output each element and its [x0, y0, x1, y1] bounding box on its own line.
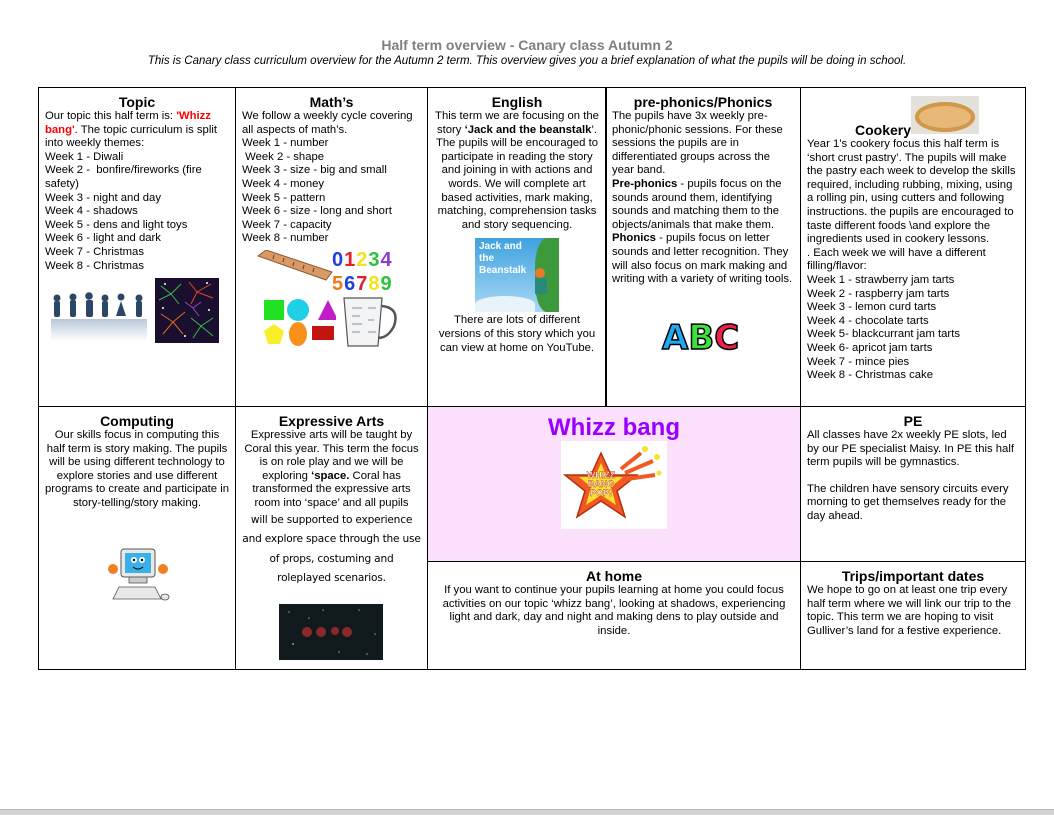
space-image [279, 604, 383, 660]
logo-text-pop: POP! [589, 488, 612, 498]
cookery-fillings-intro: . Each week we will have a different filling/flavor: [807, 246, 986, 273]
trips-text: We hope to go on at least one trip every half term where we will link our trip to the topic. This term we are hoping to visit Gulliver’s land for a festive experience. [807, 584, 1012, 637]
ruler-image [254, 250, 334, 286]
whizz-bang-cell [427, 406, 801, 562]
fireworks-image [155, 278, 219, 343]
maths-week-2: Week 2 - shape [242, 150, 325, 163]
whizz-bang-logo-image [561, 441, 667, 529]
cookery-week-1: Week 1 - strawberry jam tarts [807, 273, 955, 286]
trips-cell [800, 561, 1026, 670]
pre-phonics-label: Pre-phonics [612, 177, 678, 190]
cookery-week-3: Week 3 - lemon curd tarts [807, 301, 937, 314]
english-p1-text: This term we are focusing on the story [435, 110, 599, 136]
expressive-arts-comic-text: will be supported to experience and explore space through the use of props, costuming and roleplayed scenarios. [242, 513, 421, 585]
expressive-arts-intro: Expressive arts will be taught by Coral this year. This term the focus is on role play and we will be exploring [244, 429, 419, 482]
cookery-week-5: Week 5- blackcurrant jam tarts [807, 328, 960, 341]
topic-heading: Topic [118, 94, 156, 110]
digit-9: 9 [380, 273, 393, 295]
page-bottom-edge [0, 809, 1054, 815]
expressive-arts-heading: Expressive Arts [278, 413, 385, 429]
cookery-week-8: Week 8 - Christmas cake [807, 369, 933, 382]
maths-heading: Math’s [309, 94, 354, 110]
topic-week-5: Week 5 - dens and light toys [45, 218, 188, 231]
phonics-intro: The pupils have 3x weekly pre-phonic/phonic sessions. For these sessions the pupils are in differentiated groups across the year band. [612, 110, 783, 177]
topic-week-6: Week 6 - light and dark [45, 232, 161, 245]
maths-intro: We follow a weekly cycle covering all aspects of math’s. [242, 110, 413, 136]
letter-a: A [662, 318, 689, 358]
pe-cell [800, 406, 1026, 562]
english-p1-after: ’. The pupils will be encouraged to participate in reading the story and joining in with actions and words. We will complete art based activities, mark making, matching, comprehension tasks and story sequencing. [435, 123, 599, 231]
topic-week-3: Week 3 - night and day [45, 191, 161, 204]
maths-cell [235, 87, 428, 407]
page-subtitle: This is Canary class curriculum overview for the Autumn 2 term. This overview gives you a brief explanation of what the pupils will be doing in school. [147, 55, 907, 67]
english-paragraph-2: There are lots of different versions of this story which you can view at home on YouTube. [438, 314, 596, 354]
topic-name: 'Whizz bang' [45, 110, 211, 136]
at-home-text: If you want to continue your pupils learning at home you could focus activities on our topic ‘whizz bang’, looking at shadows, experiencing light and dark, day and night and making dens to play outside and inside. [442, 584, 786, 637]
maths-week-1: Week 1 - number [242, 137, 329, 150]
topic-week-2: Week 2 - bonfire/fireworks (fire safety) [45, 164, 205, 190]
expressive-arts-cell [235, 406, 428, 670]
topic-intro-text: Our topic this half term is: [45, 110, 177, 122]
cookery-week-4: Week 4 - chocolate tarts [807, 314, 929, 327]
digit-3: 3 [368, 249, 381, 271]
expressive-arts-text [242, 429, 421, 511]
letter-c: C [714, 318, 740, 358]
topic-intro [45, 110, 229, 151]
digits-row-1 [332, 248, 412, 272]
digits-row-2 [332, 272, 412, 296]
pe-paragraph-1: All classes have 2x weekly PE slots, led by our PE specialist Maisy. In PE this half term pupils will be gymnastics. [807, 429, 1014, 469]
pe-paragraph-2: The children have sensory circuits every morning to get themselves ready for the day ahead. [807, 482, 1009, 522]
at-home-heading: At home [586, 568, 642, 584]
cookery-week-7: Week 7 - mince pies [807, 355, 910, 368]
jack-beanstalk-book-image [475, 238, 559, 312]
digits-image [332, 248, 412, 296]
computing-cell [38, 406, 236, 670]
pe-heading: PE [903, 413, 923, 429]
topic-week-1: Week 1 - Diwali [45, 150, 124, 163]
maths-week-4: Week 4 - money [242, 177, 325, 190]
cookery-week-6: Week 6- apricot jam tarts [807, 341, 933, 354]
book-title: Jack and the Beanstalk [479, 241, 527, 277]
english-cell [427, 87, 607, 407]
computing-heading: Computing [100, 413, 174, 429]
computer-mascot-image [105, 545, 171, 605]
pre-phonics-paragraph [612, 178, 794, 232]
expressive-arts-after: Coral has transformed the expressive arts room into ‘space’ and all pupils [252, 469, 411, 509]
digit-7: 7 [356, 273, 369, 295]
logo-text-bang: BANG [587, 479, 615, 489]
digit-2: 2 [356, 249, 369, 271]
pastry-image [911, 96, 979, 134]
digit-4: 4 [380, 249, 393, 271]
topic-week-8: Week 8 - Christmas [45, 259, 144, 272]
maths-week-5: Week 5 - pattern [242, 191, 326, 204]
topic-week-4: Week 4 - shadows [45, 205, 138, 218]
computing-text: Our skills focus in computing this half term is story making. The pupils will be using different technology to explore stories and use different programs to create and participate in story-telling/story making. [45, 429, 229, 509]
maths-week-7: Week 7 - capacity [242, 218, 332, 231]
abc-letters-image [662, 320, 752, 356]
topic-week-7: Week 7 - Christmas [45, 245, 144, 258]
children-silhouette-image [49, 288, 153, 344]
digit-5: 5 [332, 273, 345, 295]
cookery-week-2: Week 2 - raspberry jam tarts [807, 287, 950, 300]
digit-0: 0 [332, 249, 345, 271]
digit-6: 6 [344, 273, 357, 295]
digit-8: 8 [368, 273, 381, 295]
phonics-text: - pupils focus on letter sounds and letter recognition. They will also focus on mark making and writing with a variety of writing tools. [612, 232, 793, 286]
logo-text-whizz: WHIZZ [586, 470, 616, 480]
cookery-cell [800, 87, 1026, 407]
english-heading: English [491, 94, 543, 110]
measuring-jug-image [338, 294, 402, 350]
letter-b: B [688, 318, 715, 358]
pre-phonics-text: - pupils focus on the sounds around them, identifying sounds and matching them to the objects/animals that make them. [612, 177, 782, 231]
maths-week-8: Week 8 - number [242, 232, 329, 245]
trips-heading: Trips/important dates [841, 568, 985, 584]
whizz-bang-heading: Whizz bang [548, 414, 680, 441]
logo-text [575, 471, 627, 498]
digit-1: 1 [344, 249, 357, 271]
phonics-label: Phonics [612, 232, 656, 245]
maths-week-6: Week 6 - size - long and short [242, 205, 392, 218]
phonics-heading: pre-phonics/Phonics [633, 94, 773, 110]
english-paragraph-1 [432, 110, 602, 232]
maths-week-3: Week 3 - size - big and small [242, 164, 387, 177]
at-home-cell [427, 561, 801, 670]
expressive-arts-space: ‘space. [311, 469, 350, 482]
topic-cell [38, 87, 236, 407]
phonics-cell [605, 87, 801, 407]
cookery-intro: Year 1’s cookery focus this half term is ‘short crust pastry’. The pupils will make the pastry each week to develop the skills required, including rubbing, mixing, using a rolling pin, using cutters and following instructions. the pupils are encouraged to taste different foods \and explore the ingredients used in cookery lessons. [807, 138, 1016, 246]
page-title: Half term overview - Canary class Autumn 2 [381, 37, 673, 53]
shapes-image [260, 298, 336, 348]
english-story-title: ‘Jack and the beanstalk [464, 123, 592, 136]
cookery-heading: Cookery [854, 122, 912, 138]
phonics-paragraph [612, 232, 794, 286]
topic-intro-after: . The topic curriculum is split into weekly themes: [45, 123, 217, 150]
